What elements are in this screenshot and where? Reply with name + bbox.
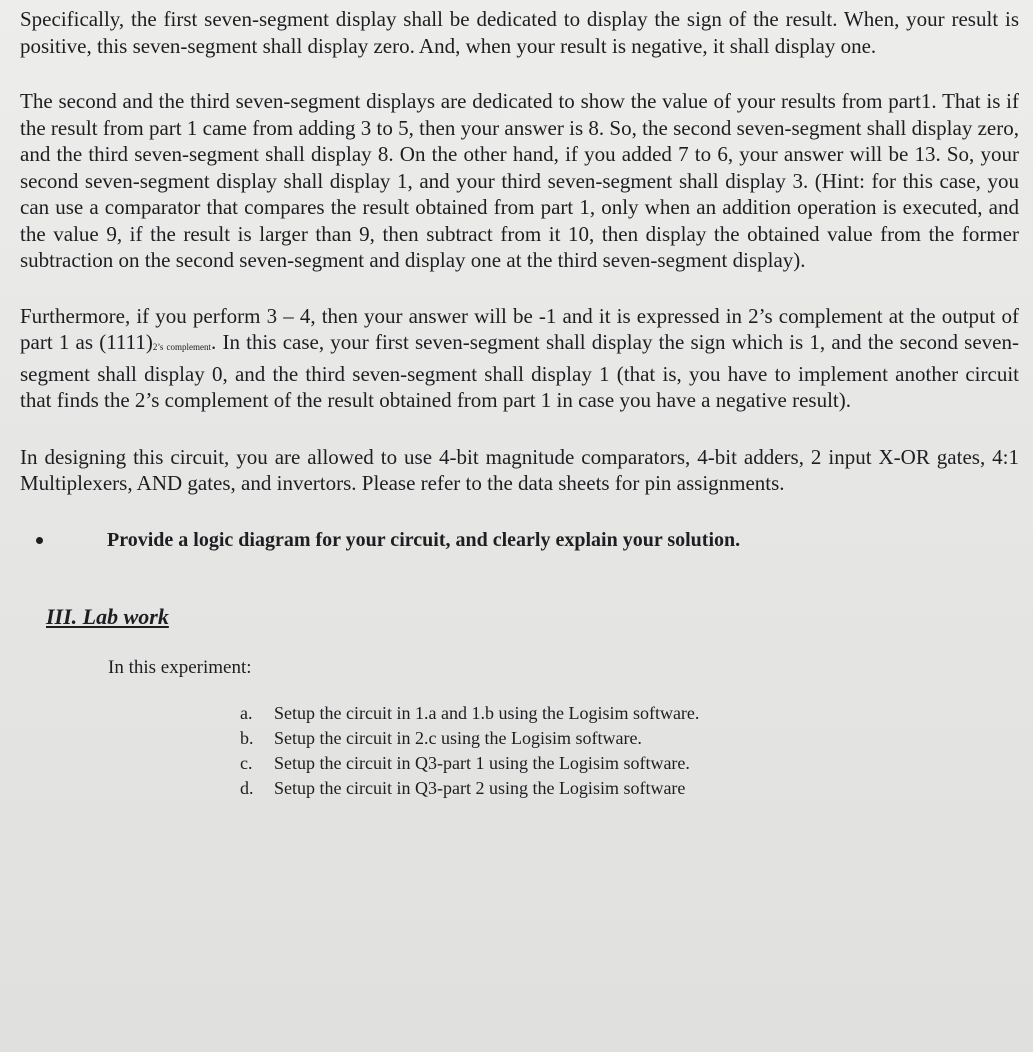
step-text: Setup the circuit in 2.c using the Logisim software. bbox=[274, 727, 642, 748]
paragraph-negative-text-start: Furthermore, if you perform 3 – 4, then your answer will be -1 and it is expressed in 2’s complement at the output of part 1 as (1111) bbox=[20, 303, 1019, 354]
step-text: Setup the circuit in Q3-part 1 using the Logisim software. bbox=[274, 752, 690, 773]
step-text: Setup the circuit in Q3-part 2 using the Logisim software bbox=[274, 777, 686, 798]
bullet-item bbox=[36, 529, 1019, 552]
list-item bbox=[240, 701, 1019, 726]
steps-list bbox=[20, 701, 1019, 801]
step-letter: b. bbox=[240, 727, 254, 748]
step-letter: d. bbox=[240, 777, 254, 798]
step-letter: a. bbox=[240, 702, 253, 723]
bullet-dot-icon bbox=[36, 537, 43, 544]
list-item bbox=[240, 726, 1019, 751]
list-item bbox=[240, 751, 1019, 776]
list-item bbox=[240, 776, 1019, 801]
paragraph-value-display: The second and the third seven-segment displays are dedicated to show the value of your results from part1. That is if the result from part 1 came from adding 3 to 5, then your answer is 8. So, the second seven-segment shall display zero, and the third seven-segment shall display 8. On the other hand, if you added 7 to 6, your answer will be 13. So, your second seven-segment display shall display 1, and your third seven-segment shall display 3. (Hint: for this case, you can use a comparator that compares the result obtained from part 1, only when an addition operation is executed, and the value 9, if the result is larger than 9, then subtract from it 10, then display the obtained value from the former subtraction on the second seven-segment and display one at the third seven-segment display). bbox=[20, 89, 1019, 272]
paragraph-negative-result bbox=[20, 303, 1019, 414]
step-text: Setup the circuit in 1.a and 1.b using the Logisim software. bbox=[274, 702, 700, 723]
intro-text: In this experiment: bbox=[108, 656, 252, 678]
bullet-text: Provide a logic diagram for your circuit, and clearly explain your solution. bbox=[107, 528, 741, 551]
paragraph-allowed-components: In designing this circuit, you are allowed to use 4-bit magnitude comparators, 4-bit adders, 2 input X-OR gates, 4:1 Multiplexers, AND gates, and invertors. Please refer to the data sheets for pin assignments. bbox=[20, 444, 1019, 495]
section-title: III. Lab work bbox=[46, 603, 169, 629]
paragraph-sign-display: Specifically, the first seven-segment display shall be dedicated to display the sign of the result. When, your result is positive, this seven-segment shall display zero. And, when your result is negative, it shall display one. bbox=[20, 7, 1019, 58]
twos-complement-subscript: 2’s complement bbox=[152, 342, 212, 352]
paragraph-negative-text-end: . In this case, your first seven-segment shall display the sign which is 1, and the second seven-segment shall display 0, and the third seven-segment shall display 1 (that is, you have to implement another circuit that finds the 2’s complement of the result obtained from part 1 in case you have a negative result). bbox=[20, 330, 1019, 412]
step-letter: c. bbox=[240, 752, 253, 773]
